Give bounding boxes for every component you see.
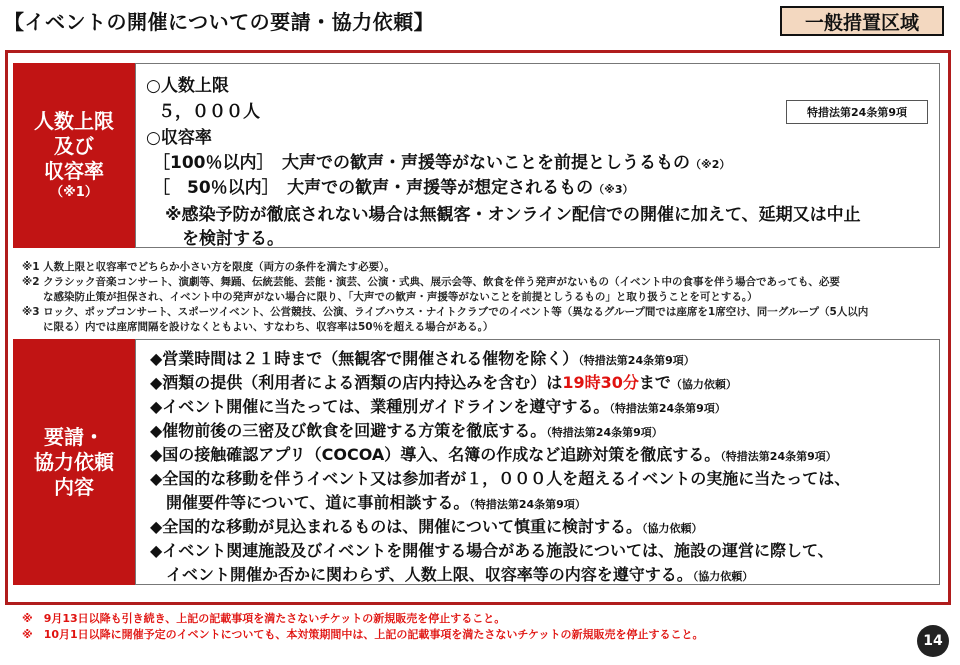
request-item-text: ◆国の接触確認アプリ（COCOA）導入、名簿の作成など追跡対策を徹底する。 [150,445,721,464]
note-line: ※3 ロック、ポップコンサート、スポーツイベント、公営競技、公演、ライブハウス・ナイトクラブでのイベント等（異なるグループ間では座席を1席空け、同一グループ（5人以内 [22,306,869,318]
section2-label-line1: 要請・ [44,424,104,449]
request-item-cocoa [150,442,837,465]
request-item-ref: （特措法第24条第9項） [578,354,695,367]
warning-line1: ※感染予防が徹底されない場合は無観客・オンライン配信での開催に加えて、延期又は中止 [165,205,861,225]
request-item-nationwide-large-cont [150,490,586,513]
limit-heading: ○人数上限 [146,76,229,96]
request-item-ref: （特措法第24条第9項） [720,450,837,463]
rate-50-text: ［ 50％以内］ 大声での歓声・声援等が想定されるもの [153,178,594,198]
rate-100-text: ［100％以内］ 大声での歓声・声援等がないことを前提としうるもの [153,153,690,173]
section1-label-line1: 人数上限 [34,109,114,133]
note-line: な感染防止策が担保され、イベント中の発声がない場合に限り、「大声での歓声・声援等がないことを前提としうるもの」と取り扱うことを可とする。） [22,291,758,303]
section1-label [13,63,135,248]
capacity-rate-100 [153,148,730,173]
section1-label-note: （※1） [50,185,98,200]
request-item-guideline [150,394,726,417]
section1-label-line3: 収容率 [44,159,104,183]
alcohol-time-highlight: 19時30分 [562,373,639,392]
page-number: 14 [917,625,949,657]
request-item-careful [150,514,703,537]
request-item-ref: （協力依頼） [642,522,703,535]
capacity-heading: ○収容率 [146,128,212,148]
legal-basis-badge: 特措法第24条第9項 [786,100,928,124]
request-item-text: ◆酒類の提供（利用者による酒類の店内持込みを含む）は [150,373,563,392]
section2-label [13,339,135,585]
footnote: ※ 10月1日以降に開催予定のイベントについても、本対策期間中は、上記の記載事項を満たさないチケットの新規販売を停止すること。 [22,628,704,641]
request-item-ref: （協力依頼） [670,378,737,391]
page-title: 【イベントの開催についての要請・協力依頼】 [4,10,435,34]
request-item-text: ◆全国的な移動が見込まれるものは、開催について慎重に検討する。 [150,517,642,536]
request-item-text-tail: まで [638,373,671,392]
request-item-text: ◆イベント開催に当たっては、業種別ガイドラインを遵守する。 [150,397,610,416]
request-item-text: ◆イベント関連施設及びイベントを開催する場合がある施設については、施設の運営に際して、 [150,541,834,560]
request-item-text: ◆営業時間は２１時まで（無観客で開催される催物を除く） [150,349,579,368]
section2-label-line2: 協力依頼 [34,449,114,474]
request-item-ref: （特措法第24条第9項） [546,426,663,439]
area-badge: 一般措置区域 [780,6,944,36]
request-item-ref: （協力依頼） [692,570,754,583]
rate-100-ref: （※2） [690,158,731,171]
request-item-ref: （特措法第24条第9項） [469,498,586,511]
note-line: に限る）内では座席間隔を設けなくともよい、すなわち、収容率は50％を超える場合がある。） [22,321,494,333]
note-line: ※2 クラシック音楽コンサート、演劇等、舞踊、伝統芸能、芸能・演芸、公演・式典、展示会等、飲食を伴う発声がないもの（イベント中の食事を伴う場合であっても、必要 [22,276,840,288]
request-item-text: 開催要件等について、道に事前相談する。 [150,493,470,512]
section1-label-line2: 及び [54,134,94,158]
capacity-rate-50 [153,173,634,198]
request-item-text: ◆全国的な移動を伴うイベント又は参加者が１，０００人を超えるイベントの実施に当たっては、 [150,469,851,488]
request-item-facilities [150,538,834,561]
rate-50-ref: （※3） [593,183,634,196]
request-item-text: ◆催物前後の三密及び飲食を回避する方策を徹底する。 [150,421,547,440]
note-line: ※1 人数上限と収容率でどちらか小さい方を限度（両方の条件を満たす必要）。 [22,261,395,273]
request-item-text: イベント開催か否かに関わらず、人数上限、収容率等の内容を遵守する。 [150,565,693,584]
warning-line2: を検討する。 [182,229,284,249]
request-item-alcohol [150,370,737,393]
request-item-hours [150,346,695,369]
request-item-nationwide-large [150,466,850,489]
request-item-ref: （特措法第24条第9項） [609,402,726,415]
request-item-facilities-cont [150,562,753,585]
request-item-three-cs [150,418,663,441]
limit-value: ５，０００人 [158,102,260,122]
footnote: ※ 9月13日以降も引き続き、上記の記載事項を満たさないチケットの新規販売を停止すること。 [22,612,506,625]
section2-label-line3: 内容 [54,474,94,499]
